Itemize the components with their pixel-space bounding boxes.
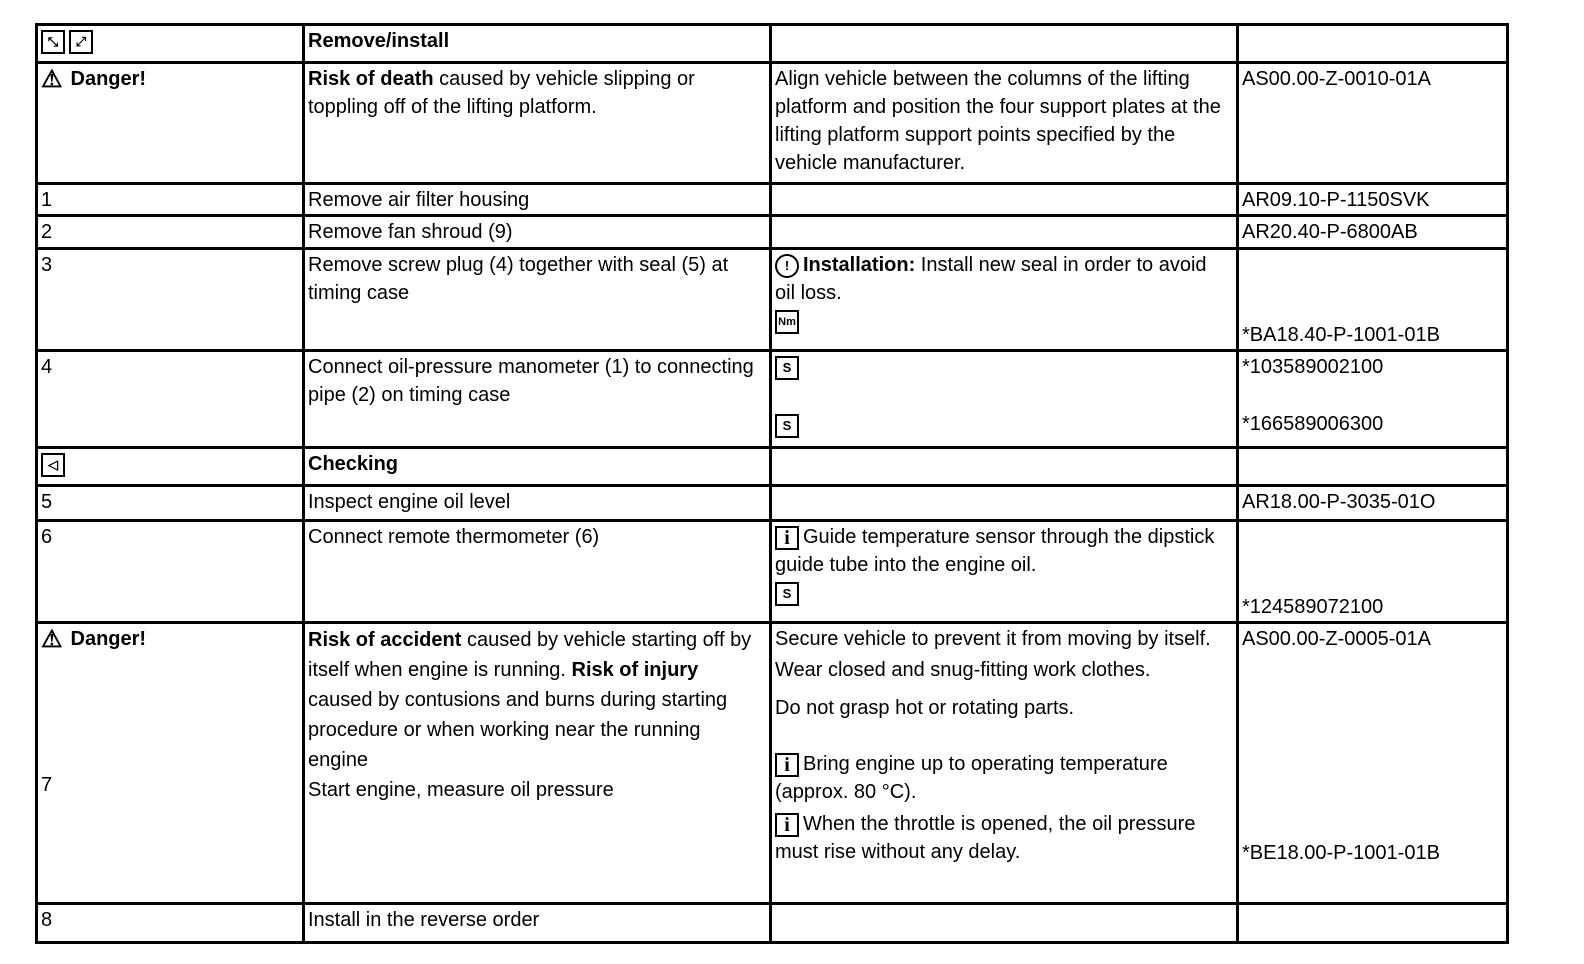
note: i Bring engine up to operating temperature (approx. 80 °C). — [775, 753, 1168, 803]
step-number: 1 — [37, 184, 304, 216]
risk-text: Risk of death caused by vehicle slipping or toppling off of the lifting platform. — [304, 63, 771, 184]
danger-label: Danger! — [70, 68, 147, 90]
step-text: Remove air filter housing — [304, 184, 771, 216]
step-number: 2 — [37, 216, 304, 249]
reference-link[interactable]: *103589002100 — [1242, 356, 1384, 378]
step-number: 4 — [37, 351, 304, 448]
step-text: Inspect engine oil level — [304, 486, 771, 521]
section-header-row — [37, 25, 1508, 63]
reference-link[interactable]: AS00.00-Z-0005-01A — [1242, 628, 1432, 650]
table-row — [37, 184, 1508, 216]
special-tool-icon[interactable]: S — [775, 414, 799, 438]
step-number: 5 — [37, 486, 304, 521]
danger-label: Danger! — [70, 628, 147, 650]
reference-link[interactable]: AR18.00-P-3035-01O — [1238, 486, 1508, 521]
note: i When the throttle is opened, the oil pressure must rise without any delay. — [775, 813, 1196, 863]
note: Align vehicle between the columns of the lifting platform and position the four support plates at the lifting platform support points specified by the vehicle manufacturer. — [771, 63, 1238, 184]
section-title: Checking — [304, 448, 771, 486]
danger-step-row — [37, 623, 1508, 904]
risk-text: Risk of accident caused by vehicle starting off by itself when engine is running. Risk of injury caused by contusions and burns during starting procedure or when working near the running engine — [308, 629, 752, 771]
warning-triangle-icon: ⚠ — [41, 625, 63, 653]
collapse-icon: ⤢ — [69, 30, 93, 54]
procedure-table — [35, 23, 1509, 944]
danger-row — [37, 63, 1508, 184]
table-row — [37, 351, 1508, 448]
step-text: Remove screw plug (4) together with seal (5) at timing case — [304, 249, 771, 351]
step-text: Connect remote thermometer (6) — [304, 521, 771, 623]
table-row — [37, 216, 1508, 249]
table-row — [37, 521, 1508, 623]
installation-icon: ! — [775, 254, 799, 278]
note: Do not grasp hot or rotating parts. — [775, 697, 1075, 719]
reference-link[interactable]: *124589072100 — [1238, 521, 1508, 623]
torque-icon[interactable]: Nm — [775, 310, 799, 334]
warning-triangle-icon: ⚠ — [41, 65, 63, 93]
table-row — [37, 249, 1508, 351]
step-text: Remove fan shroud (9) — [304, 216, 771, 249]
special-tool-icon[interactable]: S — [775, 582, 799, 606]
section-header-row — [37, 448, 1508, 486]
checking-icon: ◁ — [41, 453, 65, 477]
special-tool-icon[interactable]: S — [775, 356, 799, 380]
note: ! Installation: Install new seal in order to avoid oil loss. Nm — [771, 249, 1238, 351]
step-number: 8 — [37, 904, 304, 943]
step-number: 6 — [37, 521, 304, 623]
reference-link[interactable]: AR09.10-P-1150SVK — [1238, 184, 1508, 216]
reference-link[interactable]: *BE18.00-P-1001-01B — [1242, 842, 1440, 864]
table-row — [37, 904, 1508, 943]
section-title: Remove/install — [304, 25, 771, 63]
reference-link[interactable]: AR20.40-P-6800AB — [1238, 216, 1508, 249]
table-row — [37, 486, 1508, 521]
info-icon: i — [775, 526, 799, 550]
expand-icon: ⤡ — [41, 30, 65, 54]
reference-link[interactable]: *BA18.40-P-1001-01B — [1238, 249, 1508, 351]
note: i Guide temperature sensor through the dipstick guide tube into the engine oil. S — [771, 521, 1238, 623]
step-text: Start engine, measure oil pressure — [308, 779, 614, 801]
info-icon: i — [775, 753, 799, 777]
reference-link[interactable]: *166589006300 — [1242, 413, 1384, 435]
step-number: 3 — [37, 249, 304, 351]
step-number: 7 — [41, 774, 53, 796]
info-icon: i — [775, 813, 799, 837]
note: Wear closed and snug-fitting work clothes. — [775, 659, 1151, 681]
reference-link[interactable]: AS00.00-Z-0010-01A — [1238, 63, 1508, 184]
step-text: Connect oil-pressure manometer (1) to connecting pipe (2) on timing case — [304, 351, 771, 448]
note: Secure vehicle to prevent it from moving by itself. — [775, 628, 1211, 650]
step-text: Install in the reverse order — [304, 904, 771, 943]
